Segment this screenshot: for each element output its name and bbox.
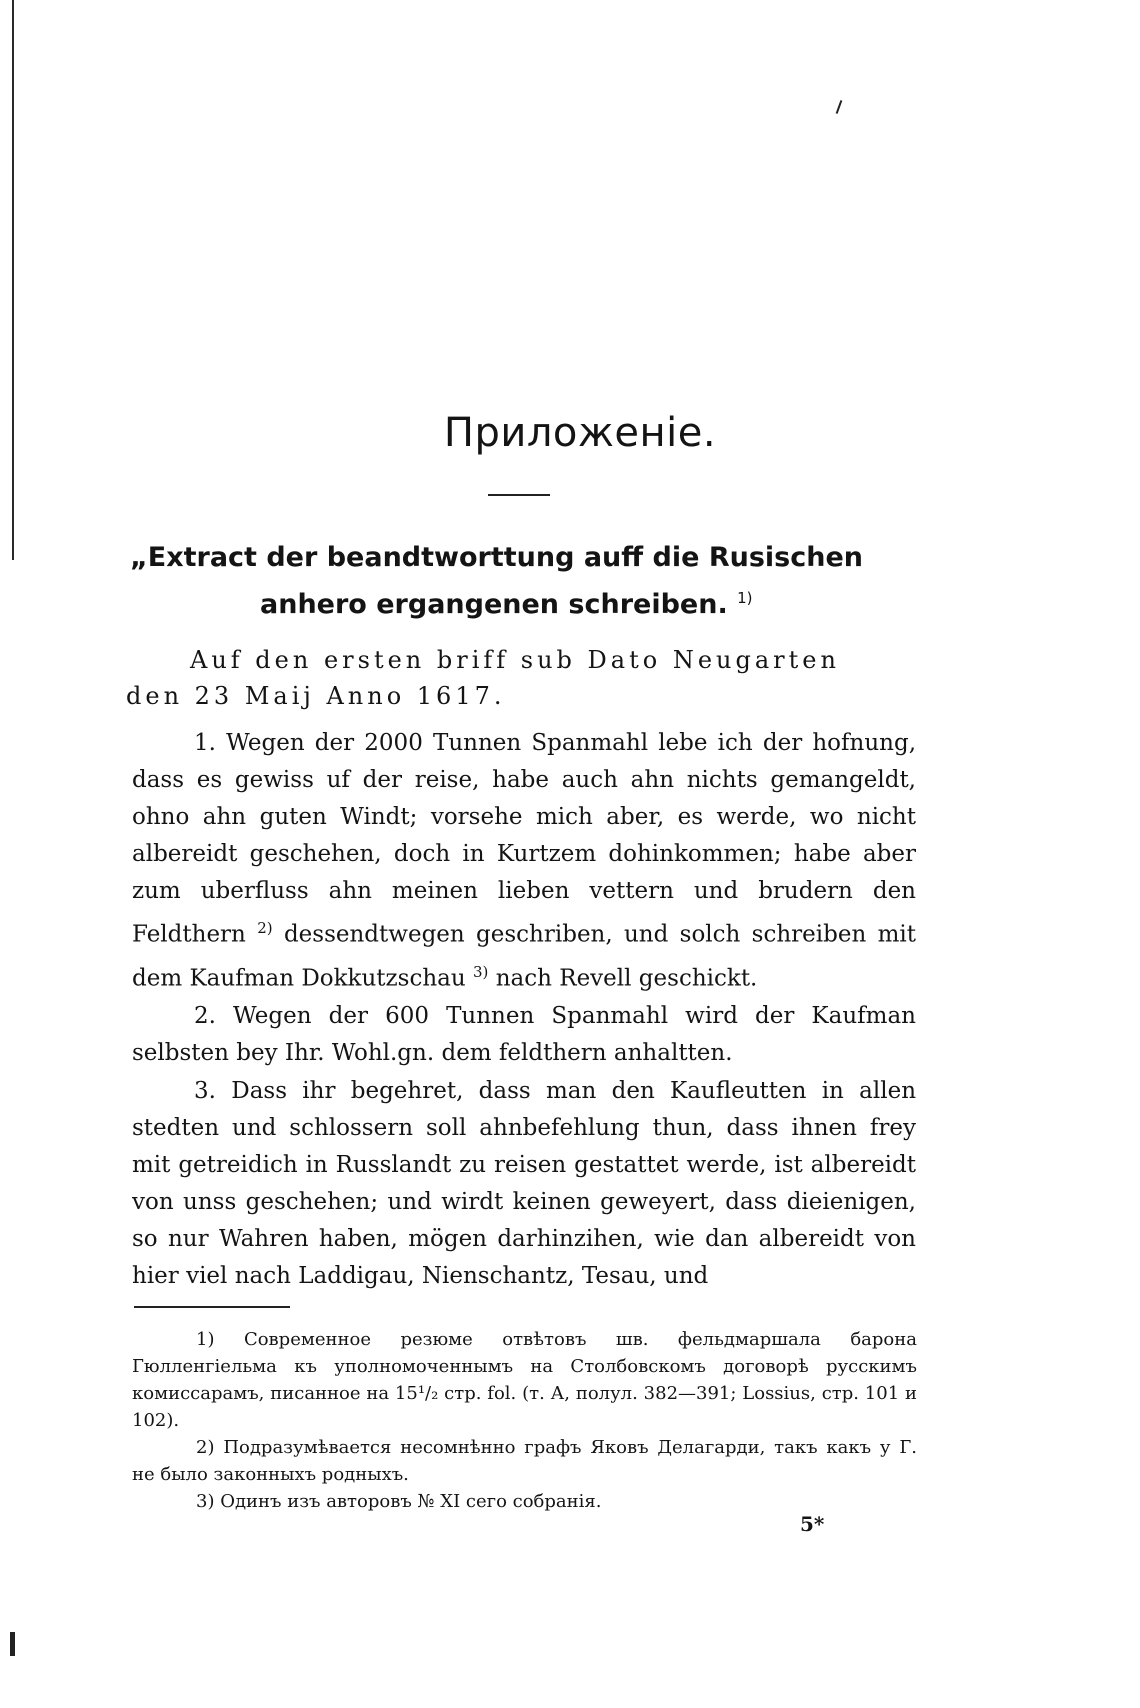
footnote-3: 3) Одинъ изъ авторовъ № XI сего собранія.: [196, 1491, 602, 1512]
paragraph-number: 2.: [194, 1003, 216, 1030]
paragraph-3: [132, 1073, 916, 1295]
page-edge-line: [12, 0, 14, 560]
title-rule: [488, 494, 550, 496]
paragraph-text: Wegen der 600 Tunnen Spanmahl wird der Kaufman selbsten bey Ihr. Wohl.gn. dem feldthern anhaltten.: [132, 1003, 916, 1067]
paragraph-text: nach Revell geschickt.: [495, 965, 758, 992]
heading-line-2: anhero ergangenen schreiben.: [260, 589, 728, 620]
footnote-1: 1) Современное резюме отвѣтовъ шв. фельдмаршала барона Гюлленгіельма къ уполномоченнымъ на Столбовскомъ договорѣ русскимъ комиссарамъ, писанное на 15¹/₂ стр. fol. (т. А, полул. 382—391; Lossius, стр. 101 и 102).: [132, 1329, 917, 1431]
paragraph-1: [132, 725, 916, 997]
signature-mark: 5*: [800, 1512, 825, 1536]
footnote-ref: 2): [257, 919, 273, 937]
paragraph-text: Dass ihr begehret, dass man den Kaufleutten in allen stedten und schlossern soll ahnbefehlung thun, dass ihnen frey mit getreidich in Russlandt zu reisen gestattet werde, ist albereidt von unss geschehen; und wirdt keinen geweyert, dass dieienigen, so nur Wahren haben, mögen darhinzihen, wie dan albereidt von hier viel nach Laddigau, Nienschantz, Tesau, und: [132, 1078, 917, 1290]
footnote-ref: 3): [473, 962, 489, 981]
paragraph-text: Wegen der 2000 Tunnen Spanmahl lebe ich der hofnung, dass es gewiss uf der reise, habe auch ahn nichts gemangeldt, ohno ahn guten Windt; vorsehe mich aber, es werde, wo nicht albereidt geschehen, doch in Kurtzem dohinkommen; habe aber zum uberfluss ahn meinen lieben vettern und brudern den Feldthern: [132, 730, 917, 948]
dated-line-1: Auf den ersten briff sub Dato Neugarten: [190, 646, 840, 674]
footnote-ref: 1): [737, 589, 753, 607]
section-heading: [130, 538, 925, 625]
body-text: [132, 725, 916, 1296]
page-title: Приложеніе.: [443, 410, 717, 456]
dated-line: [126, 642, 930, 714]
paragraph-2: [132, 998, 916, 1072]
footnotes: [132, 1326, 917, 1515]
dated-line-2: den 23 Maij Anno 1617.: [126, 682, 506, 710]
paragraph-text: dessendtwegen geschriben, und solch schreiben mit dem Kaufman Dokkutzschau: [132, 921, 917, 992]
stray-mark: [836, 100, 843, 114]
paragraph-number: 1.: [194, 730, 216, 756]
footnote-rule: [134, 1306, 290, 1308]
paragraph-number: 3.: [194, 1078, 216, 1105]
heading-line-1: „Extract der beandtworttung auff die Rusischen: [130, 542, 863, 573]
page-edge-mark: [10, 1632, 15, 1656]
heading-line-2-wrap: [130, 578, 925, 625]
footnote-2: 2) Подразумѣвается несомнѣнно графъ Яковъ Делагарди, такъ какъ у Г. не было законныхъ родныхъ.: [132, 1437, 917, 1485]
